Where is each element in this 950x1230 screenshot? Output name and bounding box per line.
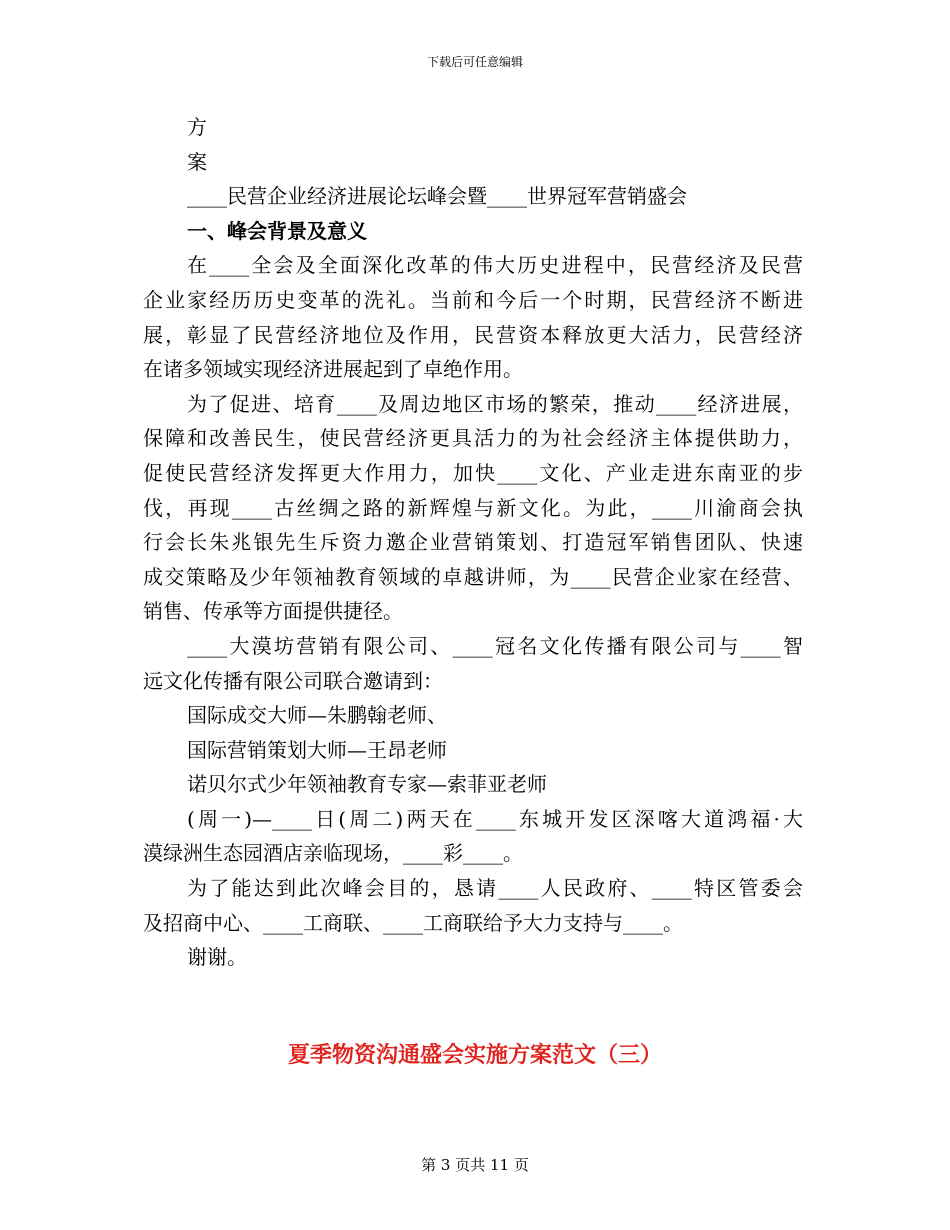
paragraph-line: 伐，再现____古丝绸之路的新辉煌与新文化。为此，____川渝商会执	[143, 495, 803, 520]
paragraph-line: ____大漠坊营销有限公司、____冠名文化传播有限公司与____智	[187, 633, 803, 658]
paragraph-line: 企业家经历历史变革的洗礼。当前和今后一个时期，民营经济不断进	[143, 287, 803, 312]
paragraph-line: 为了能达到此次峰会目的，恳请____人民政府、____特区管委会	[187, 876, 803, 901]
page-footer: 第 3 页共 11 页	[421, 1156, 529, 1174]
document-body	[143, 110, 803, 975]
paragraph-line: 诺贝尔式少年领袖教育专家—索菲亚老师	[187, 772, 547, 797]
paragraph-line: 方	[187, 115, 207, 139]
paragraph-line: 远文化传播有限公司联合邀请到：	[143, 668, 443, 693]
paragraph-line: (周一)—____日(周二)两天在____东城开发区深喀大道鸿福·大	[187, 806, 803, 831]
paragraph-line: 在诸多领域实现经济进展起到了卓绝作用。	[143, 357, 523, 382]
paragraph-line: 行会长朱兆银先生斥资力邀企业营销策划、打造冠军销售团队、快速	[143, 530, 803, 555]
paragraph-line: 销售、传承等方面提供捷径。	[143, 599, 403, 624]
paragraph-line: 展，彰显了民营经济地位及作用，民营资本释放更大活力，民营经济	[143, 322, 803, 347]
section-heading: 一、峰会背景及意义	[187, 218, 367, 243]
paragraph-line: 案	[187, 149, 207, 174]
paragraph-line: 保障和改善民生，使民营经济更具活力的为社会经济主体提供助力，	[143, 426, 803, 451]
page-header: 下载后可任意编辑	[426, 55, 523, 69]
paragraph-line: 促使民营经济发挥更大作用力，加快____文化、产业走进东南亚的步	[143, 460, 803, 485]
paragraph-line: 为了促进、培育____及周边地区市场的繁荣，推动____经济进展，	[187, 391, 803, 416]
paragraph-line: 国际营销策划大师—王昂老师	[187, 737, 447, 762]
paragraph-line: 在____全会及全面深化改革的伟大历史进程中，民营经济及民营	[187, 253, 803, 278]
paragraph-line: 国际成交大师—朱鹏翰老师、	[187, 703, 447, 728]
paragraph-line: ____民营企业经济进展论坛峰会暨____世界冠军营销盛会	[187, 184, 687, 209]
paragraph-line: 成交策略及少年领袖教育领域的卓越讲师，为____民营企业家在经营、	[143, 564, 803, 589]
paragraph-line: 谢谢。	[187, 945, 247, 970]
paragraph-line: 漠绿洲生态园酒店亲临现场，____彩____。	[143, 841, 523, 866]
section-title: 夏季物资沟通盛会实施方案范文（三）	[287, 1042, 662, 1068]
paragraph-line: 及招商中心、____工商联、____工商联给予大力支持与____。	[143, 910, 683, 935]
